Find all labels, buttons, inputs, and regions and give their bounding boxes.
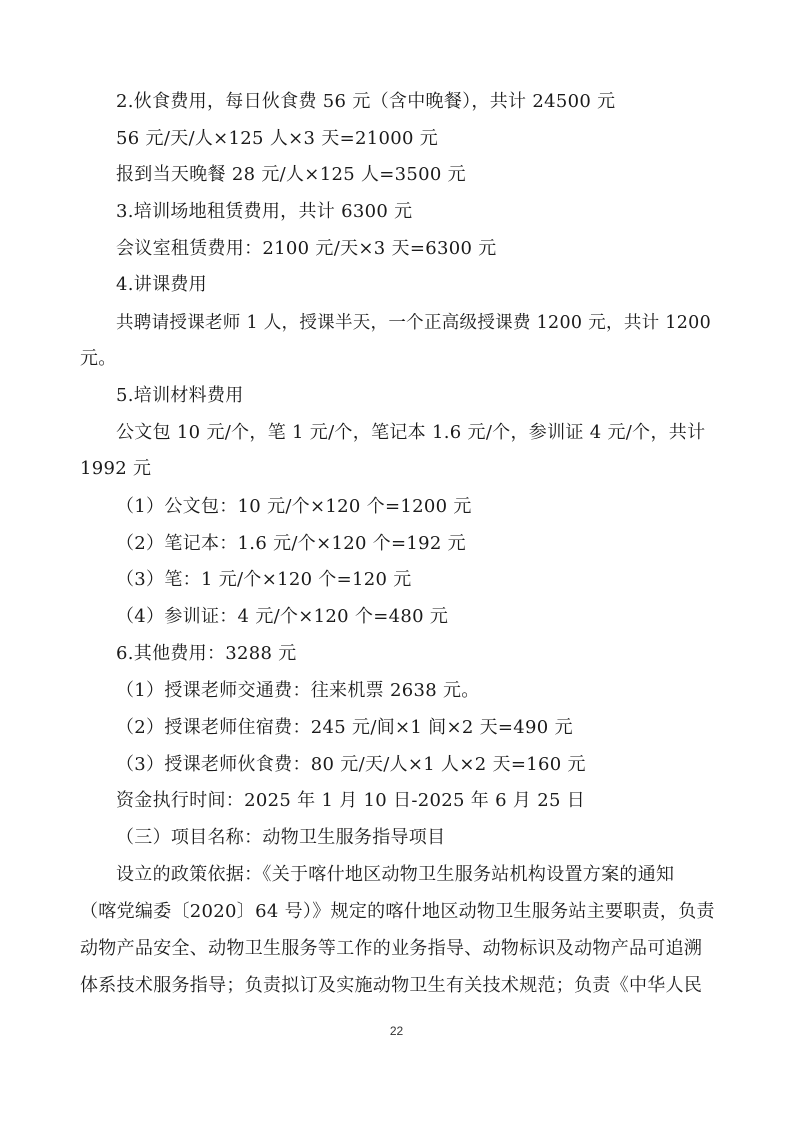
- text-line: （1）授课老师交通费：往来机票 2638 元。: [116, 680, 480, 701]
- text-line: 4.讲课费用: [116, 274, 207, 295]
- text-line: 6.其他费用：3288 元: [116, 643, 297, 664]
- text-line: 5.培训材料费用: [116, 385, 244, 406]
- text-line: 公文包 10 元/个，笔 1 元/个，笔记本 1.6 元/个，参训证 4 元/个，共计: [116, 422, 706, 443]
- text-line: （4）参训证：4 元/个×120 个=480 元: [116, 606, 449, 627]
- text-line: （喀党编委〔2020〕64 号）》规定的喀什地区动物卫生服务站主要职责，负责: [80, 901, 715, 922]
- text-line: （2）笔记本：1.6 元/个×120 个=192 元: [116, 533, 466, 554]
- text-line: 报到当天晚餐 28 元/人×125 人=3500 元: [116, 164, 466, 185]
- text-line: （3）授课老师伙食费：80 元/天/人×1 人×2 天=160 元: [116, 754, 586, 775]
- text-line: （3）笔：1 元/个×120 个=120 元: [116, 569, 412, 590]
- text-line: 元。: [80, 348, 117, 369]
- text-line: 56 元/天/人×125 人×3 天=21000 元: [116, 128, 439, 149]
- text-line: 资金执行时间：2025 年 1 月 10 日-2025 年 6 月 25 日: [116, 790, 586, 811]
- text-line: 1992 元: [80, 458, 152, 479]
- text-line: 2.伙食费用，每日伙食费 56 元（含中晚餐），共计 24500 元: [116, 91, 616, 112]
- text-line: 会议室租赁费用：2100 元/天×3 天=6300 元: [116, 238, 497, 259]
- text-line: （1）公文包：10 元/个×120 个=1200 元: [116, 496, 472, 517]
- text-line: 共聘请授课老师 1 人，授课半天，一个正高级授课费 1200 元，共计 1200: [116, 313, 712, 333]
- text-line: 动物产品安全、动物卫生服务等工作的业务指导、动物标识及动物产品可追溯: [80, 938, 703, 959]
- text-line: 设立的政策依据：《关于喀什地区动物卫生服务站机构设置方案的通知: [116, 864, 675, 885]
- text-line: 3.培训场地租赁费用，共计 6300 元: [116, 201, 413, 222]
- text-line: （2）授课老师住宿费：245 元/间×1 间×2 天=490 元: [116, 717, 573, 738]
- text-line: （三）项目名称：动物卫生服务指导项目: [116, 827, 446, 848]
- page-number: 22: [389, 1024, 404, 1038]
- text-line: 体系技术服务指导；负责拟订及实施动物卫生有关技术规范；负责《中华人民: [80, 975, 703, 996]
